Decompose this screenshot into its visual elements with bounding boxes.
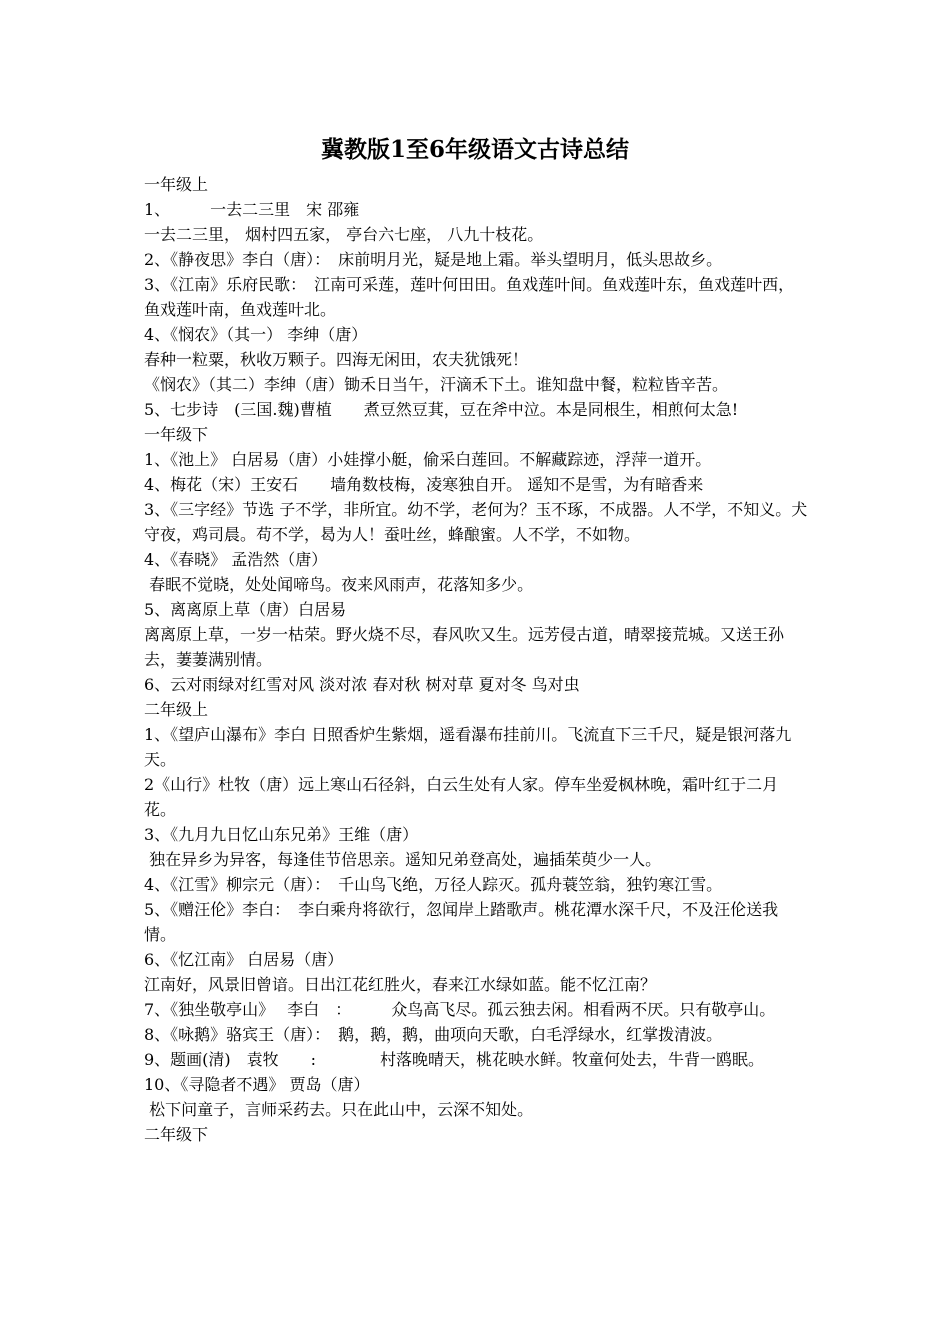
poem-line: 松下问童子，言师采药去。只在此山中，云深不知处。 [144,1100,534,1119]
poem-line: 2、《静夜思》李白（唐）： 床前明月光，疑是地上霜。举头望明月，低头思故乡。 [144,250,723,269]
poem-line: 6、《忆江南》 白居易（唐） [144,950,344,969]
poem-line: 4、《江雪》柳宗元（唐）： 千山鸟飞绝，万径人踪灭。孤舟蓑笠翁，独钓寒江雪。 [144,875,723,894]
poem-line: 1、《望庐山瀑布》李白 日照香炉生紫烟，遥看瀑布挂前川。飞流直下三千尺，疑是银河落九天。 [144,725,792,769]
poem-line: 1、《池上》 白居易（唐）小娃撑小艇，偷采白莲回。不解藏踪迹，浮萍一道开。 [144,450,712,469]
section-heading: 一年级下 [144,425,209,444]
poem-line: 离离原上草，一岁一枯荣。野火烧不尽，春风吹又生。远芳侵古道，晴翠接荒城。又送王孙去，萋萋满别情。 [144,625,785,669]
poem-line: 独在异乡为异客，每逢佳节倍思亲。遥知兄弟登高处，遍插茱萸少一人。 [144,850,662,869]
poem-line: 8、《咏鹅》骆宾王（唐）： 鹅，鹅，鹅，曲项向天歌，白毛浮绿水，红掌拨清波。 [144,1025,723,1044]
poem-line: 一去二三里， 烟村四五家， 亭台六七座， 八九十枝花。 [144,225,544,244]
poem-line: 2《山行》杜牧（唐）远上寒山石径斜，白云生处有人家。停车坐爱枫林晚，霜叶红于二月花。 [144,775,779,819]
poem-line: 1、 一去二三里 宋 邵雍 [144,200,360,219]
poem-line: 4、梅花（宋）王安石 墙角数枝梅，凌寒独自开。 遥知不是雪，为有暗香来 [144,475,704,494]
document-body [144,172,808,1147]
section-heading: 一年级上 [144,175,209,194]
poem-line: 3、《江南》乐府民歌： 江南可采莲，莲叶何田田。鱼戏莲叶间。鱼戏莲叶东，鱼戏莲叶西，鱼戏莲叶南，鱼戏莲叶北。 [144,275,795,319]
poem-line: 4、《春晓》 孟浩然（唐） [144,550,328,569]
poem-line: 春种一粒粟，秋收万颗子。四海无闲田，农夫犹饿死！ [144,350,529,369]
poem-line: 4、《悯农》（其一） 李绅（唐） [144,325,368,344]
poem-line: 5、离离原上草（唐）白居易 [144,600,347,619]
section-heading: 二年级上 [144,700,209,719]
poem-line: 5、七步诗 (三国.魏)曹植 煮豆然豆萁，豆在斧中泣。本是同根生，相煎何太急! [144,400,739,419]
section-heading: 二年级下 [144,1125,209,1144]
poem-line: 3、《三字经》节选 子不学，非所宜。幼不学，老何为？玉不琢，不成器。人不学，不知义。犬守夜，鸡司晨。苟不学，曷为人！蚕吐丝，蜂酿蜜。人不学，不如物。 [144,500,808,544]
poem-line: 7、《独坐敬亭山》 李白 ： 众鸟高飞尽。孤云独去闲。相看两不厌。只有敬亭山。 [144,1000,776,1019]
poem-line: 江南好，风景旧曾谙。日出江花红胜火，春来江水绿如蓝。能不忆江南？ [144,975,657,994]
poem-line: 6、云对雨绿对红雪对风 淡对浓 春对秋 树对草 夏对冬 鸟对虫 [144,675,580,694]
poem-line: 春眠不觉晓，处处闻啼鸟。夜来风雨声，花落知多少。 [144,575,534,594]
poem-line: 10、《寻隐者不遇》 贾岛（唐） [144,1075,370,1094]
poem-line: 3、《九月九日忆山东兄弟》王维（唐） [144,825,419,844]
poem-line: 《悯农》（其二）李绅（唐）锄禾日当午，汗滴禾下土。谁知盘中餐，粒粒皆辛苦。 [144,375,729,394]
poem-line: 5、《赠汪伦》李白： 李白乘舟将欲行，忽闻岸上踏歌声。桃花潭水深千尺，不及汪伦送我情。 [144,900,779,944]
document-title: 冀教版1至6年级语文古诗总结 [320,136,629,163]
poem-line: 9、题画(清) 袁牧 : 村落晚晴天，桃花映水鲜。牧童何处去，牛背一鸥眠。 [144,1050,765,1069]
